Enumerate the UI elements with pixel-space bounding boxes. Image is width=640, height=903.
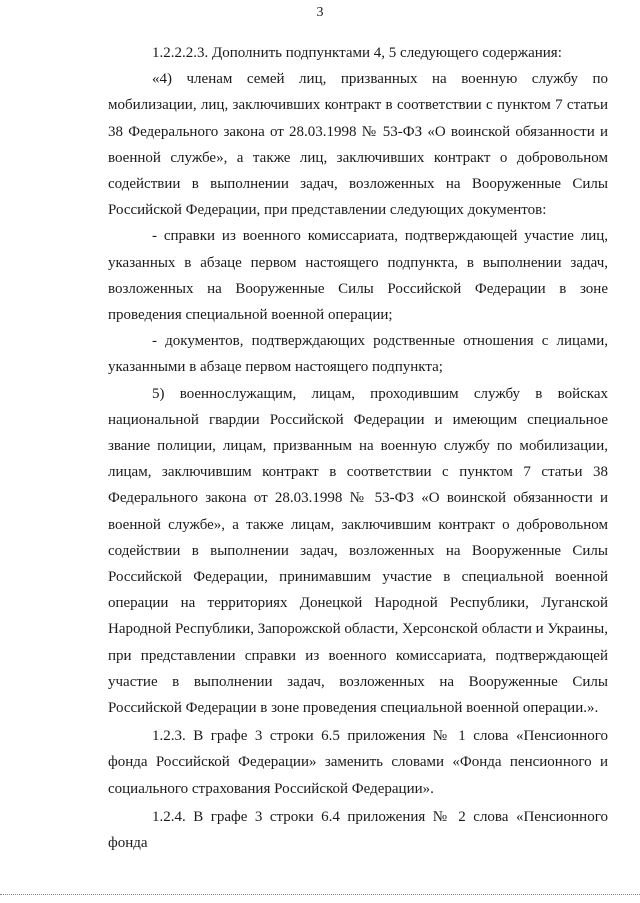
paragraph-1-2-3: 1.2.3. В графе 3 строки 6.5 приложения № 1 слова «Пенсионного фонда Российской Федерации» заменить словами «Фонда пенсионного и социального страхования Российской Федерации». (108, 728, 608, 797)
paragraph-1-2-2-2-3: 1.2.2.2.3. Дополнить подпунктами 4, 5 следующего содержания: (152, 45, 562, 61)
paragraph-subitem-4: «4) членам семей лиц, призванных на военную службу по мобилизации, лиц, заключивших контракт в соответствии с пунктом 7 статьи 38 Федерального закона от 28.03.1998 № 53-ФЗ «О воинской обязанности и военной службе», а также лиц, заключивших контракт о добровольном содействии в выполнении задач, возложенных на Вооруженные Силы Российской Федерации, при представлении следующих документов: (108, 71, 608, 219)
page-number: 3 (316, 5, 324, 20)
paragraph-1-2-4: 1.2.4. В графе 3 строки 6.4 приложения № 2 слова «Пенсионного фонда (108, 808, 608, 852)
document-body (108, 40, 608, 856)
paragraph-bullet-documents: - документов, подтверждающих родственные отношения с лицами, указанными в абзаце первом настоящего подпункта; (108, 333, 608, 376)
page-bottom-divider (0, 894, 640, 895)
paragraph-subitem-5: 5) военнослужащим, лицам, проходившим службу в войсках национальной гвардии Российской Федерации и имеющим специальное звание полиции, лицам, призванным на военную службу по мобилизации, лицам, заключившим контракт в соответствии с пунктом 7 статьи 38 Федерального закона от 28.03.1998 № 53-ФЗ «О воинской обязанности и военной службе», а также лицам, заключившим контракт о добровольном содействии в выполнении задач, возложенных на Вооруженные Силы Российской Федерации, принимавшим участие в специальной военной операции на территориях Донецкой Народной Республики, Луганской Народной Республики, Запорожской области, Херсонской области и Украины, при представлении справки из военного комиссариата, подтверждающей участие в выполнении задач, возложенных на Вооруженные Силы Российской Федерации в зоне проведения специальной военной операции.». (108, 385, 609, 717)
paragraph-bullet-certificate: - справки из военного комиссариата, подтверждающей участие лиц, указанных в абзаце первом настоящего подпункта, в выполнении задач, возложенных на Вооруженные Силы Российской Федерации в зоне проведения специальной военной операции; (108, 228, 608, 324)
